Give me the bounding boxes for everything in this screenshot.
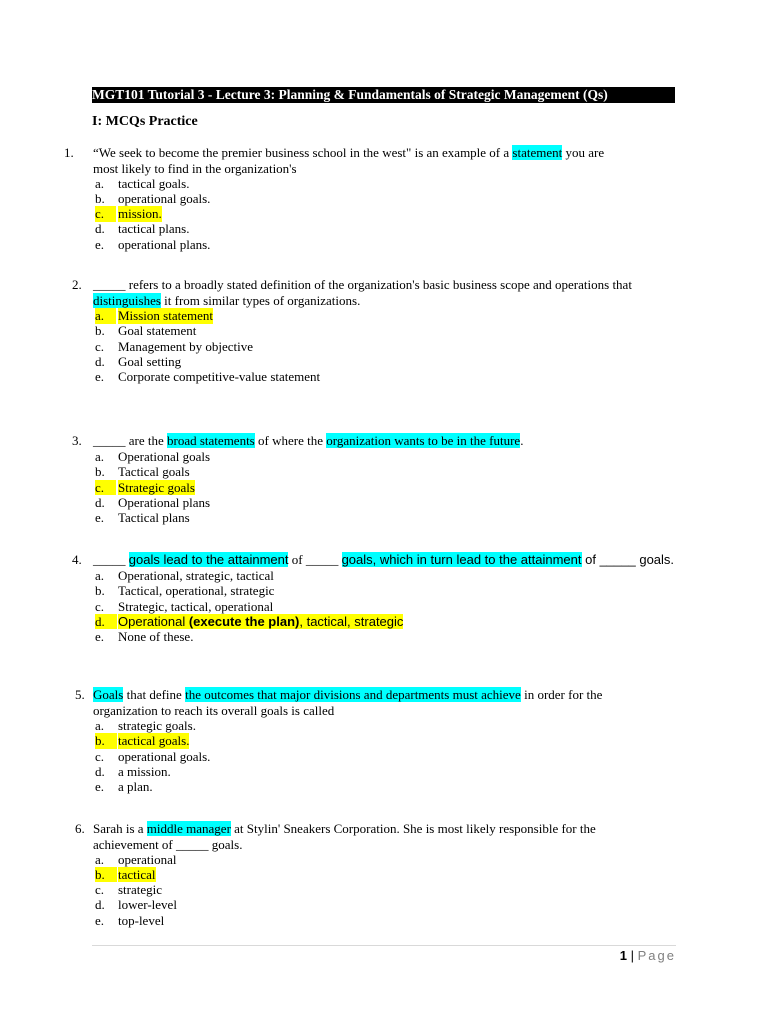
option-text: tactical goals. xyxy=(118,175,190,191)
option-letter: a. xyxy=(95,718,105,733)
option-text: tactical xyxy=(118,866,156,882)
option-letter: d. xyxy=(95,614,117,630)
question-text-segment: achievement of _____ goals. xyxy=(93,836,243,852)
option-text: operational xyxy=(118,851,177,867)
question-stem-line xyxy=(93,821,683,837)
question-number: 2. xyxy=(72,277,82,292)
option-text: Strategic goals xyxy=(118,479,195,495)
question-stem-line xyxy=(93,161,683,177)
option-text: Tactical goals xyxy=(118,464,190,480)
option-text-emphasis: (execute the plan) xyxy=(188,613,300,629)
option-letter: b. xyxy=(95,190,105,206)
question-stem-line xyxy=(93,837,683,853)
option-text: Goal setting xyxy=(118,353,182,369)
option-text: strategic xyxy=(118,882,163,898)
option-letter: c. xyxy=(95,882,105,898)
option-text: operational plans. xyxy=(118,236,211,252)
question-stem-line xyxy=(93,703,683,719)
option-text: Operational goals xyxy=(118,449,211,464)
option-text: Tactical plans xyxy=(118,510,190,526)
option-letter: e. xyxy=(95,236,105,252)
question-text-segment: that define xyxy=(123,687,186,702)
option-letter: e. xyxy=(95,510,105,526)
question-stem-line xyxy=(93,277,683,293)
option-text: None of these. xyxy=(118,629,194,645)
question-text-segment: _____ refers to a broadly stated definition of the organization's basic business scope and operations that xyxy=(93,277,632,292)
option-text: mission. xyxy=(118,206,162,222)
footer-divider xyxy=(92,945,676,946)
question-text-segment: “We seek to become the premier business school in the west" is an example of a xyxy=(93,145,513,160)
option-letter: c. xyxy=(95,480,116,496)
question-number: 3. xyxy=(72,433,82,448)
question-stem-line xyxy=(93,687,683,703)
question-number: 5. xyxy=(75,687,85,702)
option-letter: a. xyxy=(95,449,105,464)
question-text-segment: goals lead to the attainment xyxy=(128,552,289,567)
option-text: Management by objective xyxy=(118,338,254,354)
option-letter: e. xyxy=(95,369,105,385)
question-text-segment: you are xyxy=(562,145,605,160)
option-letter: d. xyxy=(95,221,105,237)
section-heading: I: MCQs Practice xyxy=(92,114,198,129)
option-letter: d. xyxy=(95,763,105,779)
option-letter: c. xyxy=(95,338,105,354)
option-text: Strategic, tactical, operational xyxy=(118,598,274,614)
option-text: operational goals. xyxy=(118,190,211,206)
question-text-segment: Goals xyxy=(93,687,124,702)
question-text-segment: broad statements xyxy=(167,433,255,448)
option-letter: b. xyxy=(95,464,105,480)
page-footer xyxy=(620,948,676,964)
option-letter: c. xyxy=(95,748,105,764)
question-stem-line xyxy=(93,293,683,309)
page-label: Page xyxy=(637,948,676,963)
option-letter: a. xyxy=(95,308,116,324)
page-number: 1 xyxy=(619,948,628,963)
option-letter: a. xyxy=(95,851,105,867)
question-stem-line xyxy=(93,145,683,161)
question-text-segment: the outcomes that major divisions and departments must achieve xyxy=(185,687,521,702)
option-text: Operational, strategic, tactical xyxy=(118,568,274,583)
option-text: operational goals. xyxy=(118,748,211,764)
question-text-segment: organization to reach its overall goals is called xyxy=(93,702,335,718)
question-number: 6. xyxy=(75,821,85,836)
option-letter: d. xyxy=(95,353,105,369)
option-text: a plan. xyxy=(118,779,153,795)
question-text-segment: of _____ xyxy=(581,552,640,567)
option-text: Goal statement xyxy=(118,323,197,339)
question-text-segment: it from similar types of organizations. xyxy=(160,292,361,308)
question-number: 1. xyxy=(64,145,74,160)
question-text-segment: statement xyxy=(512,145,563,160)
option-letter: b. xyxy=(95,733,117,749)
document-title: MGT101 Tutorial 3 - Lecture 3: Planning & Fundamentals of Strategic Management (Qs) xyxy=(92,87,675,103)
option-text: strategic goals. xyxy=(118,718,196,733)
option-letter: d. xyxy=(95,494,105,510)
option-text: Mission statement xyxy=(118,308,213,323)
question-text-segment: distinguishes xyxy=(93,292,161,308)
option-letter: b. xyxy=(95,323,105,339)
option-letter: a. xyxy=(95,175,105,191)
option-letter: a. xyxy=(95,568,105,583)
option-letter: e. xyxy=(95,912,105,928)
question-text-segment: Sarah is a xyxy=(93,821,147,836)
option-letter: b. xyxy=(95,583,105,599)
question-text-segment: of _____ xyxy=(288,552,342,567)
question-text-segment: _____ are the xyxy=(93,433,168,448)
question-stem-line xyxy=(93,433,683,449)
option-letter: d. xyxy=(95,897,105,913)
question-text-segment: most likely to find in the organization's xyxy=(93,160,297,176)
question-text-segment: middle manager xyxy=(146,821,231,836)
option-letter: b. xyxy=(95,867,117,883)
option-text: Corporate competitive-value statement xyxy=(118,369,321,385)
option-letter: e. xyxy=(95,779,105,795)
option-text: tactical plans. xyxy=(118,221,190,237)
question-text-segment: at Stylin' Sneakers Corporation. She is most likely responsible for the xyxy=(230,821,596,836)
question-text-segment: in order for the xyxy=(520,687,603,702)
question-stem-line xyxy=(93,552,683,568)
option-text: top-level xyxy=(118,912,165,928)
option-text: Tactical, operational, strategic xyxy=(118,583,275,599)
option-text: Operational plans xyxy=(118,494,211,510)
question-text-segment: . xyxy=(520,433,524,448)
footer-separator: | xyxy=(627,948,638,963)
option-letter: e. xyxy=(95,629,105,645)
question-text-segment: of where the xyxy=(254,433,327,448)
option-text: lower-level xyxy=(118,897,177,913)
option-letter: c. xyxy=(95,206,116,222)
option-text: a mission. xyxy=(118,763,171,779)
question-text-segment: goals, which in turn lead to the attainment xyxy=(341,552,582,567)
option-text: Operational (execute the plan), tactical, strategic xyxy=(118,613,404,629)
option-letter: c. xyxy=(95,598,105,614)
option-text: tactical goals. xyxy=(118,733,190,749)
question-number: 4. xyxy=(72,552,82,567)
question-text-segment: organization wants to be in the future xyxy=(326,433,521,448)
question-text-segment: goals. xyxy=(639,552,675,567)
question-text-segment: _____ xyxy=(93,552,129,567)
